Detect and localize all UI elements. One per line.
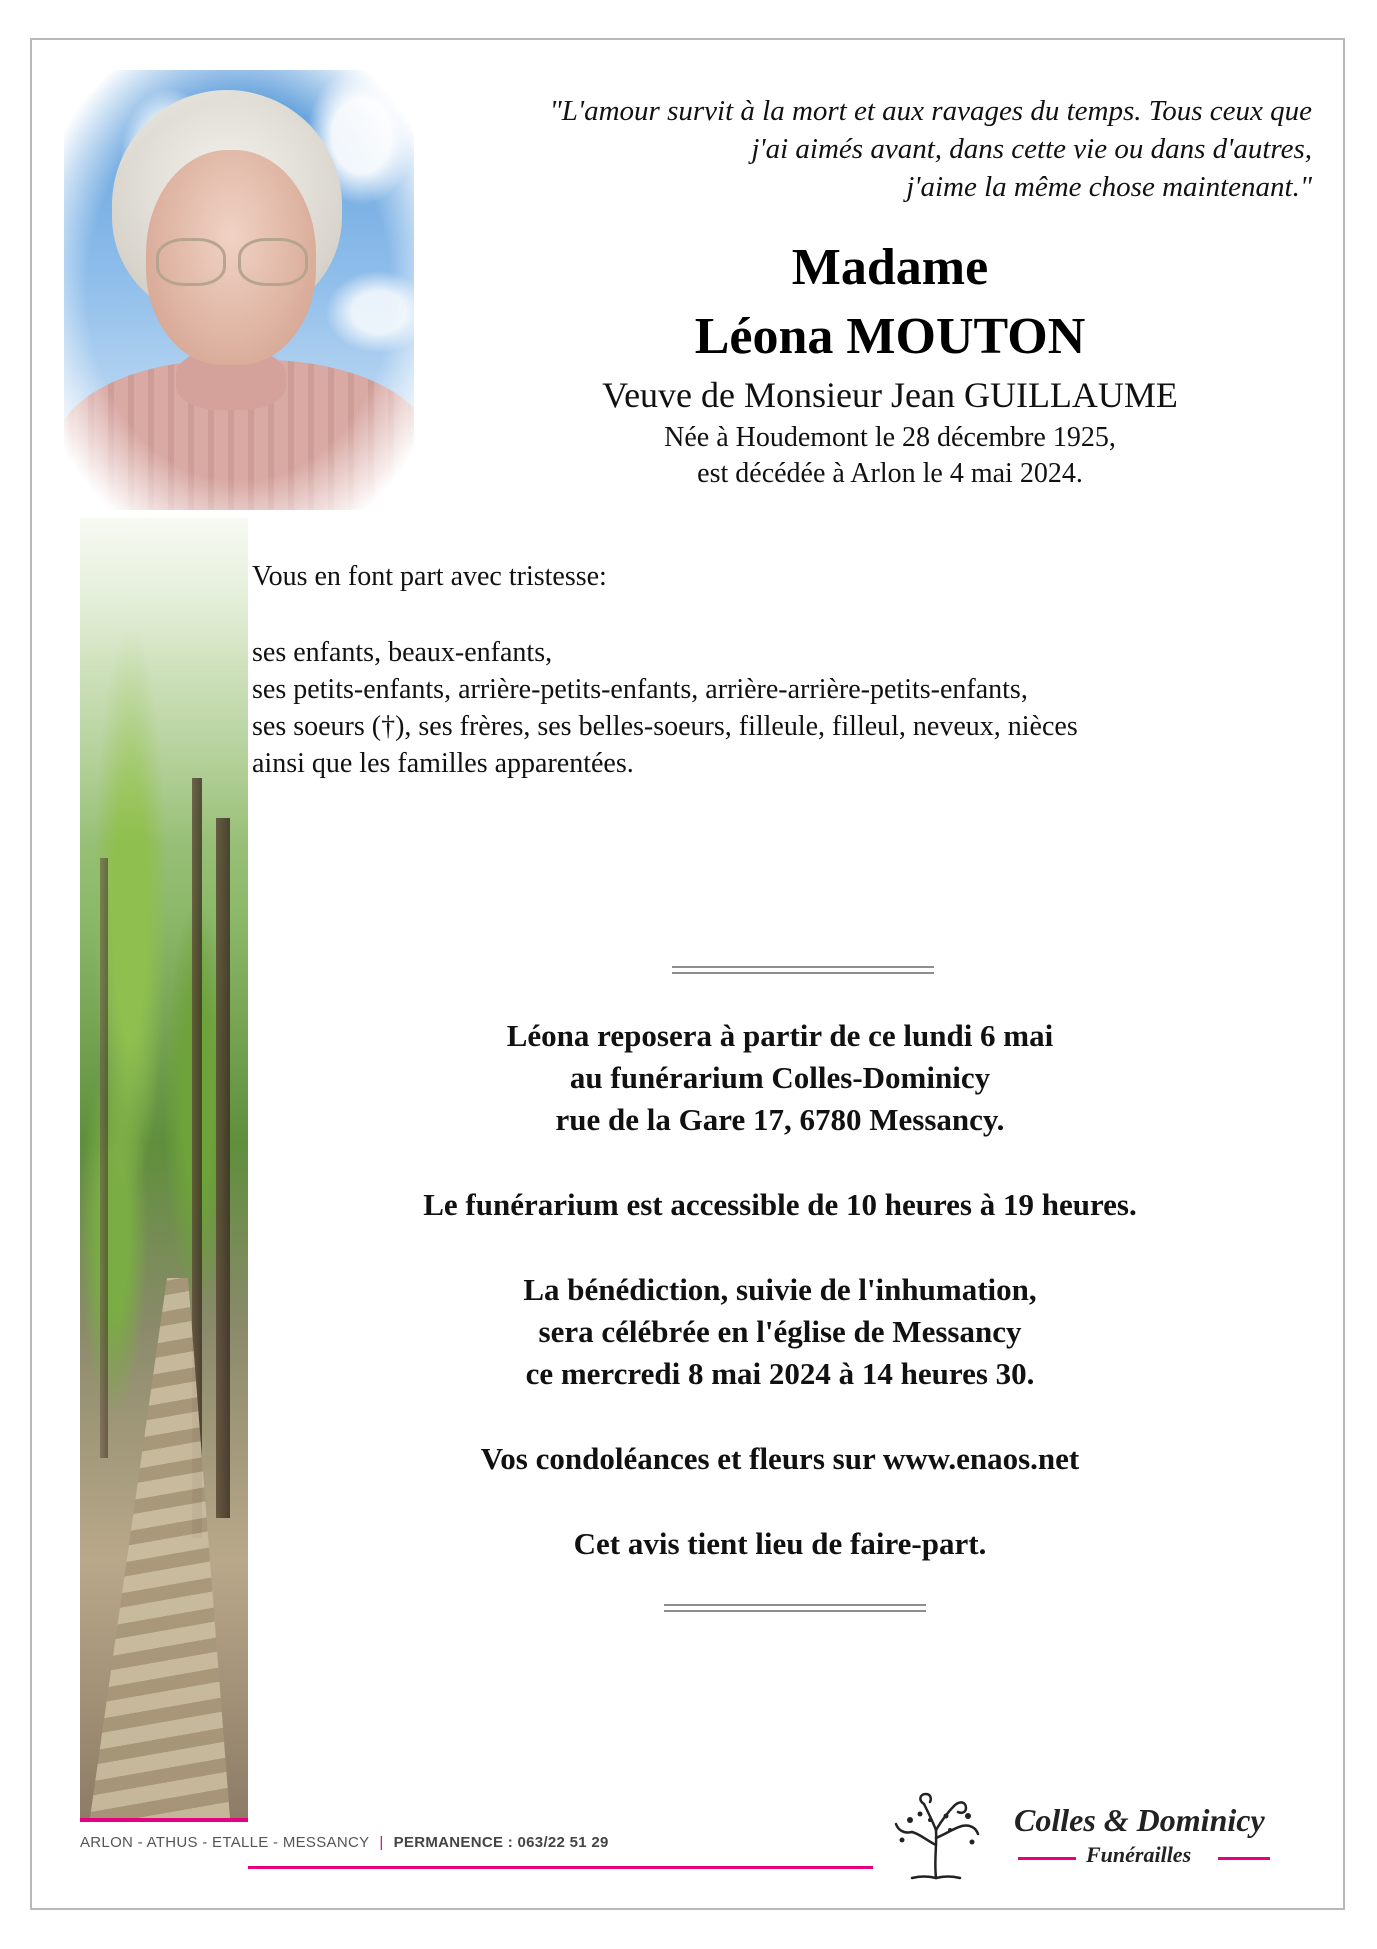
footer-separator: | <box>379 1834 384 1851</box>
ceremony-line: La bénédiction, suivie de l'inhumation, <box>523 1272 1037 1307</box>
opening-hours <box>300 1184 1260 1226</box>
quote <box>420 92 1312 206</box>
ceremony-line: sera célébrée en l'église de Messancy <box>538 1314 1022 1349</box>
ceremony-line: ce mercredi 8 mai 2024 à 14 heures 30. <box>525 1356 1035 1391</box>
family-line: ainsi que les familles apparentées. <box>252 748 634 779</box>
deceased-name: Léona MOUTON <box>694 308 1086 365</box>
brand-accent-line <box>1018 1857 1076 1860</box>
brand-name: Colles & Dominicy <box>1014 1802 1265 1838</box>
widow-of: Veuve de Monsieur Jean GUILLAUME <box>602 375 1178 415</box>
rest-line: au funérarium Colles-Dominicy <box>569 1060 991 1095</box>
brand-accent-line <box>1218 1857 1270 1860</box>
divider <box>664 1604 926 1612</box>
hours-line: Le funérarium est accessible de 10 heures à 19 heures. <box>423 1187 1137 1222</box>
tree-icon <box>890 1790 982 1880</box>
notice-line: Cet avis tient lieu de faire-part. <box>573 1526 987 1561</box>
footer-permanence: PERMANENCE : 063/22 51 29 <box>393 1834 609 1851</box>
portrait-photo <box>64 70 414 510</box>
honorific: Madame <box>791 239 989 296</box>
quote-line: j'ai aimés avant, dans cette vie ou dans d'autres, <box>751 133 1312 165</box>
family-list <box>252 634 1078 782</box>
forest-path-image <box>80 518 248 1820</box>
birth-line: Née à Houdemont le 28 décembre 1925, <box>664 422 1116 453</box>
footer-locations: ARLON - ATHUS - ETALLE - MESSANCY <box>80 1834 370 1851</box>
notice <box>300 1523 1260 1565</box>
death-line: est décédée à Arlon le 4 mai 2024. <box>697 458 1083 489</box>
company-logo <box>890 1790 1290 1880</box>
family-line: ses enfants, beaux-enfants, <box>252 637 553 668</box>
rest-line: rue de la Gare 17, 6780 Messancy. <box>555 1102 1005 1137</box>
footer-accent-line <box>248 1866 873 1869</box>
condolences <box>300 1438 1260 1480</box>
birth-death-dates <box>440 420 1340 492</box>
quote-line: "L'amour survit à la mort et aux ravages du temps. Tous ceux que <box>549 95 1312 127</box>
rest-info <box>300 1015 1260 1141</box>
family-line: ses petits-enfants, arrière-petits-enfants, arrière-arrière-petits-enfants, <box>252 674 1028 705</box>
ceremony-info <box>300 1269 1260 1395</box>
announcement-intro: Vous en font part avec tristesse: <box>252 561 607 592</box>
footer-contact <box>80 1834 609 1851</box>
rest-line: Léona reposera à partir de ce lundi 6 mai <box>506 1018 1054 1053</box>
brand-subtitle: Funérailles <box>1086 1842 1192 1867</box>
accent-bar <box>80 1818 248 1822</box>
family-line: ses soeurs (†), ses frères, ses belles-soeurs, filleule, filleul, neveux, nièces <box>252 711 1078 742</box>
condolences-line: Vos condoléances et fleurs sur www.enaos.net <box>480 1441 1080 1476</box>
quote-line: j'aime la même chose maintenant." <box>906 171 1312 203</box>
divider <box>672 966 934 974</box>
